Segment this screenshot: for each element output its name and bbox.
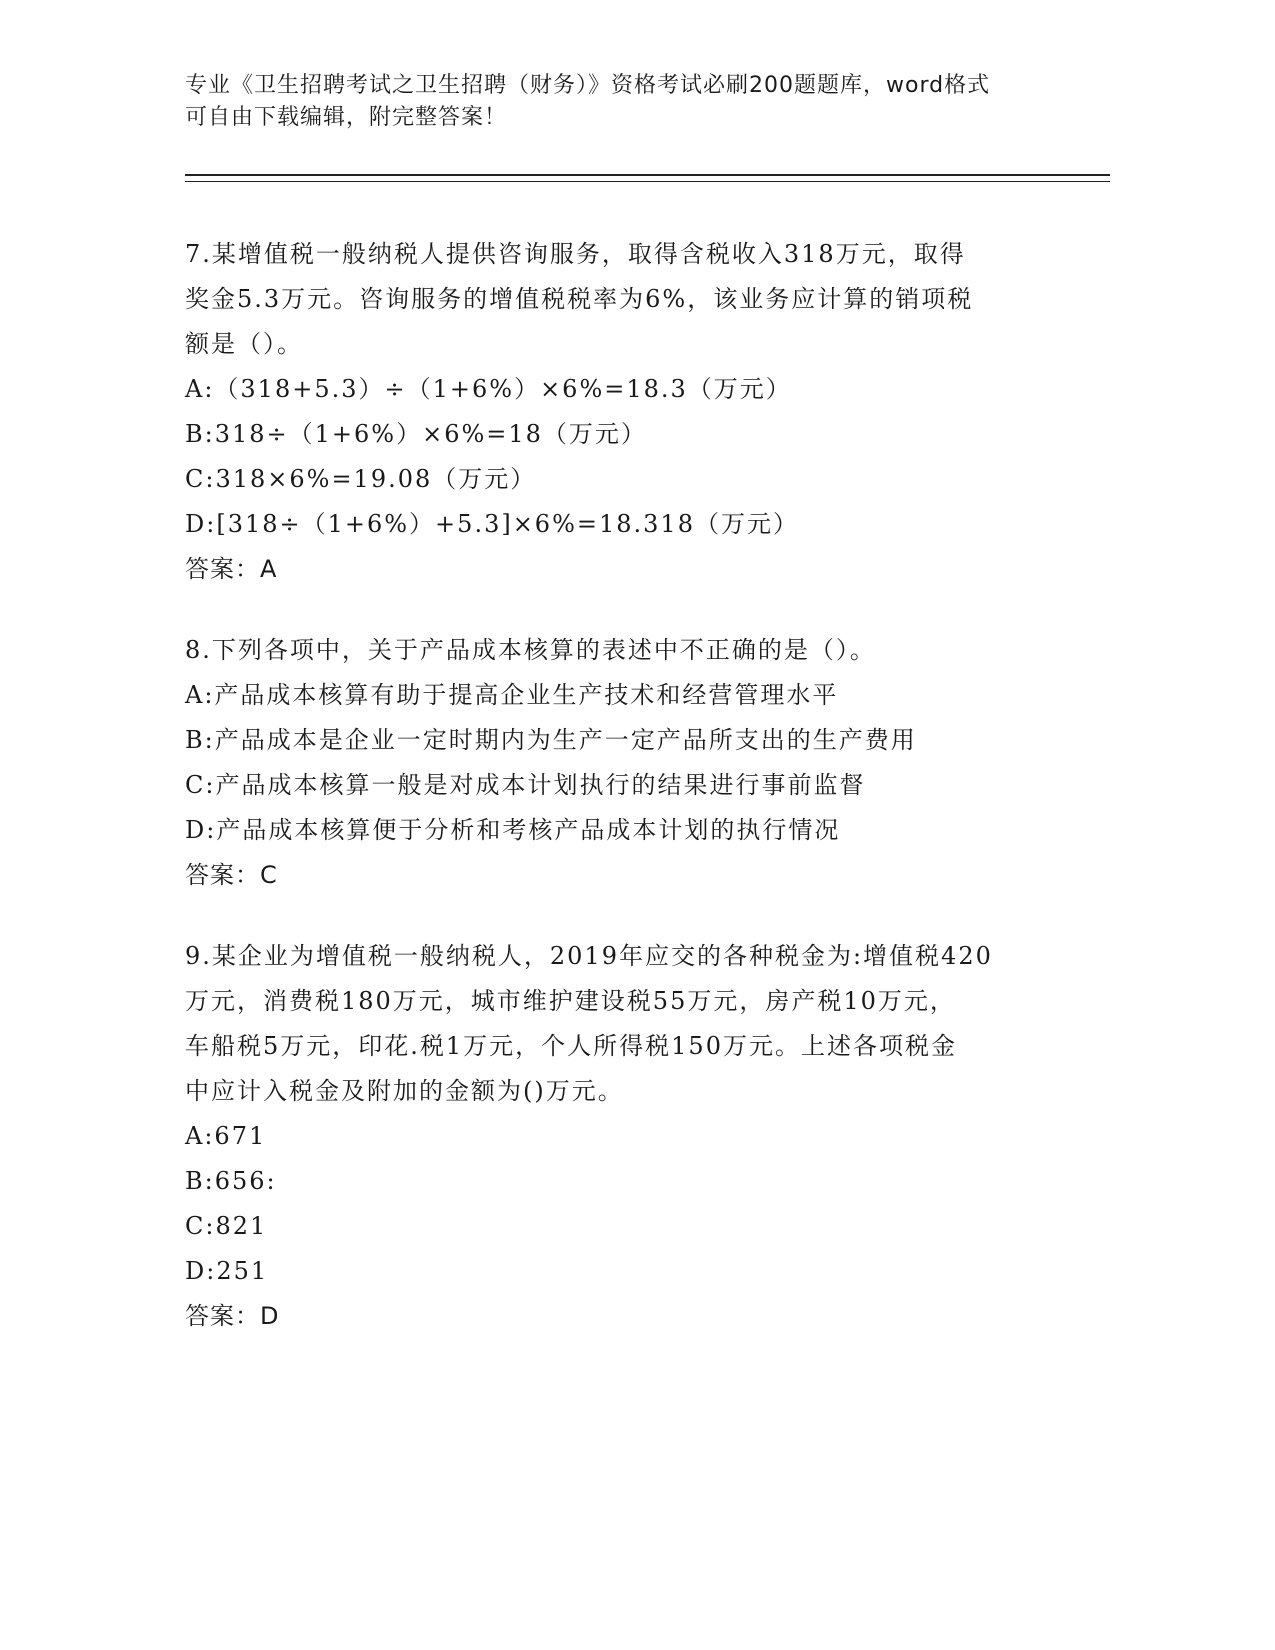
question-8	[185, 628, 1065, 898]
question-list	[185, 232, 1065, 1375]
question-text-line: 中应计入税金及附加的金额为()万元。	[185, 1077, 624, 1105]
option-a: A:671	[185, 1122, 267, 1150]
header-line-1: 专业《卫生招聘考试之卫生招聘（财务）》资格考试必刷200题题库，word格式	[185, 73, 991, 98]
option-d: D:251	[185, 1257, 269, 1285]
option-d: D:产品成本核算便于分析和考核产品成本计划的执行情况	[185, 816, 841, 844]
answer-label: 答案：D	[185, 1302, 280, 1330]
question-text-line: 万元，消费税180万元，城市维护建设税55万元，房产税10万元，	[185, 987, 956, 1015]
option-c: C:产品成本核算一般是对成本计划执行的结果进行事前监督	[185, 771, 866, 799]
header-line-2: 可自由下载编辑，附完整答案！	[185, 105, 508, 130]
question-text-line: 9.某企业为增值税一般纳税人，2019年应交的各种税金为:增值税420	[185, 942, 993, 970]
header-divider-thick	[185, 174, 1110, 176]
question-9	[185, 934, 1065, 1339]
answer-label: 答案：C	[185, 861, 278, 889]
header-divider-thin	[185, 181, 1110, 182]
page-header	[185, 70, 1065, 134]
option-d: D:[318÷（1+6%）+5.3]×6%=18.318（万元）	[185, 510, 799, 538]
option-b: B:产品成本是企业一定时期内为生产一定产品所支出的生产费用	[185, 726, 917, 754]
option-c: C:318×6%=19.08（万元）	[185, 465, 537, 493]
option-a: A:产品成本核算有助于提高企业生产技术和经营管理水平	[185, 681, 839, 709]
question-text-line: 8.下列各项中，关于产品成本核算的表述中不正确的是（）。	[185, 636, 876, 664]
question-text-line: 7.某增值税一般纳税人提供咨询服务，取得含税收入318万元，取得	[185, 240, 966, 268]
question-text-line: 额是（）。	[185, 330, 303, 358]
question-text-line: 奖金5.3万元。咨询服务的增值税税率为6%，该业务应计算的销项税	[185, 285, 974, 313]
option-c: C:821	[185, 1212, 268, 1240]
option-b: B:318÷（1+6%）×6%=18（万元）	[185, 420, 647, 448]
option-a: A:（318+5.3）÷（1+6%）×6%=18.3（万元）	[185, 375, 792, 403]
option-b: B:656:	[185, 1167, 277, 1195]
question-text-line: 车船税5万元，印花.税1万元，个人所得税150万元。上述各项税金	[185, 1032, 957, 1060]
question-7	[185, 232, 1065, 592]
answer-label: 答案：A	[185, 555, 278, 583]
